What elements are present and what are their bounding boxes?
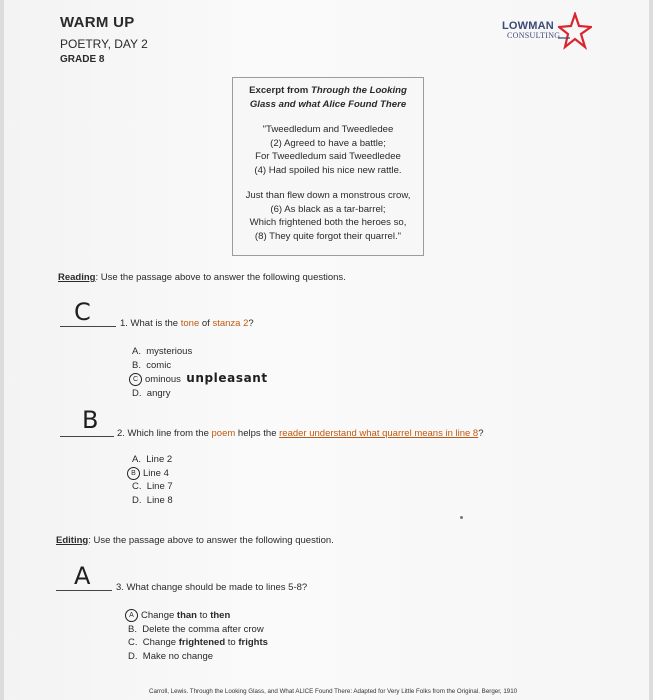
star-icon <box>558 12 592 50</box>
q1-text: 1. What is the tone of stanza 2? <box>120 318 254 329</box>
q2-answer-line[interactable] <box>60 436 114 437</box>
option-a[interactable]: A. mysterious <box>132 346 193 357</box>
answer-circle: B <box>127 467 140 480</box>
poem-line: (6) As black as a tar-barrel; <box>270 203 386 215</box>
poem-line: Which frightened both the heroes so, <box>249 217 407 228</box>
poem-line: For Tweedledum said Tweedledee <box>255 151 401 162</box>
poem-line: "Tweedledum and Tweedledee <box>262 124 394 135</box>
q3-handwritten-answer: A <box>74 562 91 590</box>
q3-options <box>128 609 268 663</box>
worksheet-page <box>4 0 649 700</box>
q3-text: 3. What change should be made to lines 5-8? <box>116 582 308 593</box>
stray-mark <box>460 516 463 519</box>
q1-answer-line[interactable] <box>60 326 116 327</box>
option-d[interactable]: D. angry <box>132 387 171 399</box>
stanza-1 <box>233 123 423 177</box>
page-subtitle: POETRY, DAY 2 <box>60 37 148 51</box>
reading-instruction: Reading: Use the passage above to answer the following questions. <box>58 272 346 283</box>
q1-handwritten-answer: C <box>74 298 91 326</box>
handwritten-note: unpleasant <box>186 371 268 385</box>
source-citation: Carroll, Lewis. Through the Looking Glass, and What ALICE Found There: Adapted for Very Little Folks from the Original. Berger, 1910 <box>149 688 518 695</box>
option-c[interactable]: C ominous unpleasant <box>129 372 268 387</box>
grade-label: GRADE 8 <box>60 54 105 65</box>
option-d[interactable]: D. Make no change <box>128 650 214 662</box>
option-c[interactable]: C. Change frightened to frights <box>128 637 268 649</box>
option-b[interactable]: B. Delete the comma after crow <box>128 623 264 635</box>
logo-name-top: LOWMAN <box>502 20 554 32</box>
q2-options <box>132 453 173 507</box>
company-logo <box>496 12 596 56</box>
poem-line: Just than flew down a monstrous crow, <box>245 190 411 201</box>
poem-line: (4) Had spoiled his nice new rattle. <box>254 164 402 176</box>
editing-instruction: Editing: Use the passage above to answer the following question. <box>56 535 334 546</box>
option-d[interactable]: D. Line 8 <box>132 494 173 506</box>
option-c[interactable]: C. Line 7 <box>132 481 173 493</box>
poem-excerpt-box <box>232 77 424 256</box>
q2-handwritten-answer: B <box>82 406 99 434</box>
poem-line: (2) Agreed to have a battle; <box>270 137 386 149</box>
q2-text: 2. Which line from the poem helps the reader understand what quarrel means in line 8? <box>117 428 484 439</box>
excerpt-title: Excerpt from Through the Looking Glass and what Alice Found There <box>249 85 407 110</box>
q1-options <box>132 345 268 400</box>
option-a[interactable]: A Change than to then <box>125 609 268 623</box>
stanza-2 <box>233 189 423 243</box>
page-title: WARM UP <box>60 14 135 31</box>
q3-answer-line[interactable] <box>56 590 112 591</box>
option-b[interactable]: B. comic <box>132 359 172 371</box>
answer-circle: C <box>129 373 142 386</box>
option-b[interactable]: B Line 4 <box>127 467 173 481</box>
option-a[interactable]: A. Line 2 <box>132 454 173 465</box>
poem-line: (8) They quite forgot their quarrel." <box>254 230 402 242</box>
answer-circle: A <box>125 609 138 622</box>
logo-name-bottom: CONSULTING <box>507 31 561 40</box>
